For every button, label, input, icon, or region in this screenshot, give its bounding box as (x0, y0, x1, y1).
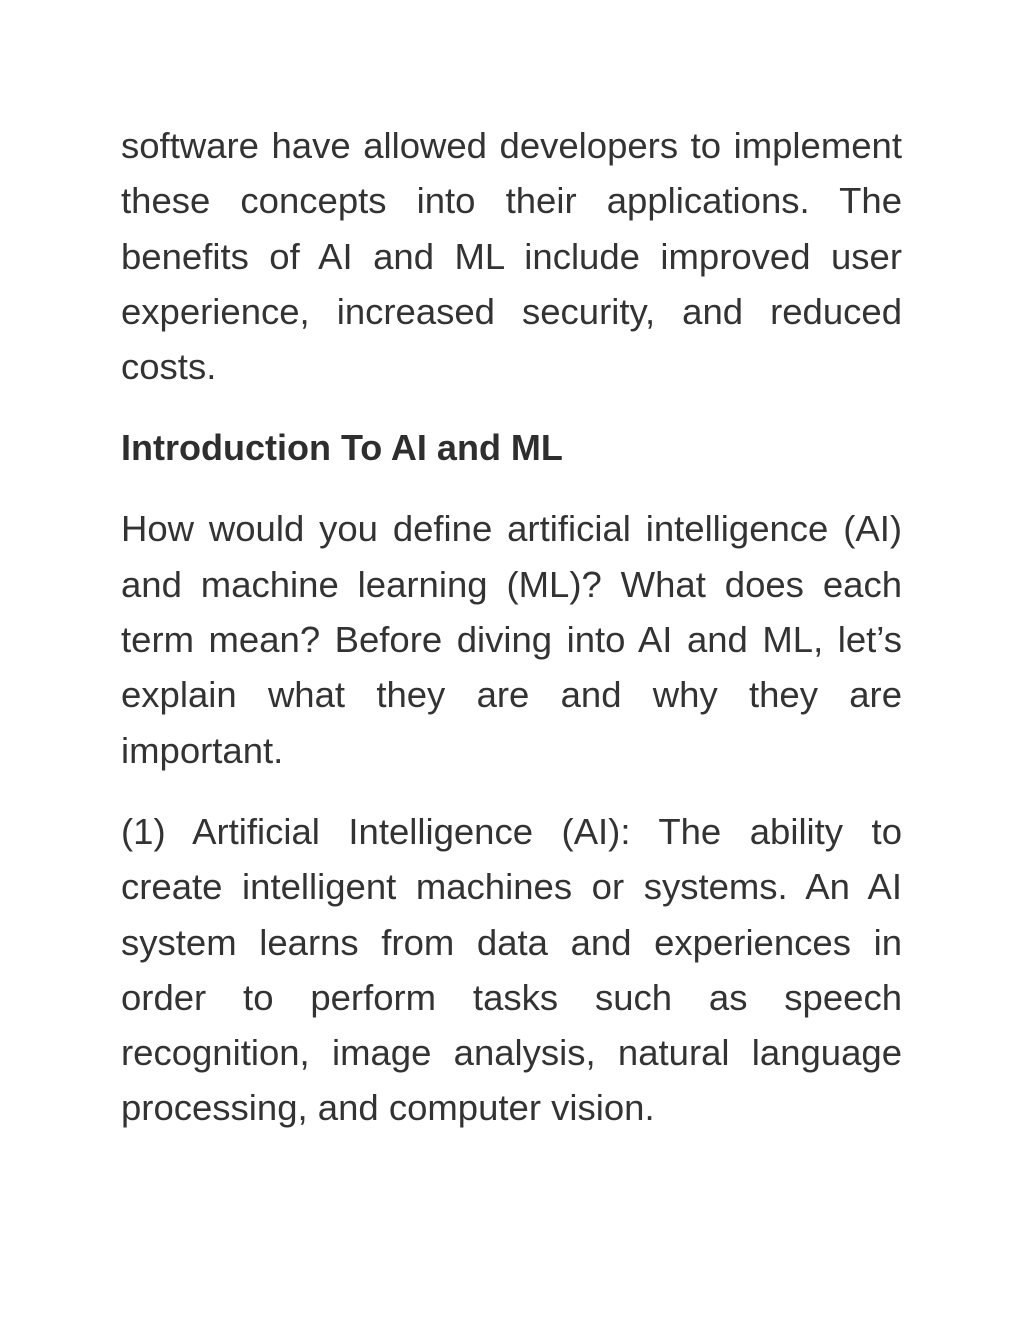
intro-paragraph: software have allowed developers to implement these concepts into their applications. The benefits of AI and ML include improved user experience, increased security, and reduced costs. (121, 125, 902, 388)
ai-definition-paragraph: (1) Artificial Intelligence (AI): The ability to create intelligent machines or systems. An AI system learns from data and experiences in order to perform tasks such as speech recognition, image analysis, natural language processing, and computer vision. (121, 810, 902, 1129)
section-heading: Introduction To AI and ML (121, 427, 563, 469)
definition-question-paragraph: How would you define artificial intelligence (AI) and machine learning (ML)? What does each term mean? Before diving into AI and ML, let’s explain what they are and why they are important. (121, 508, 902, 771)
document-page (121, 118, 902, 1162)
